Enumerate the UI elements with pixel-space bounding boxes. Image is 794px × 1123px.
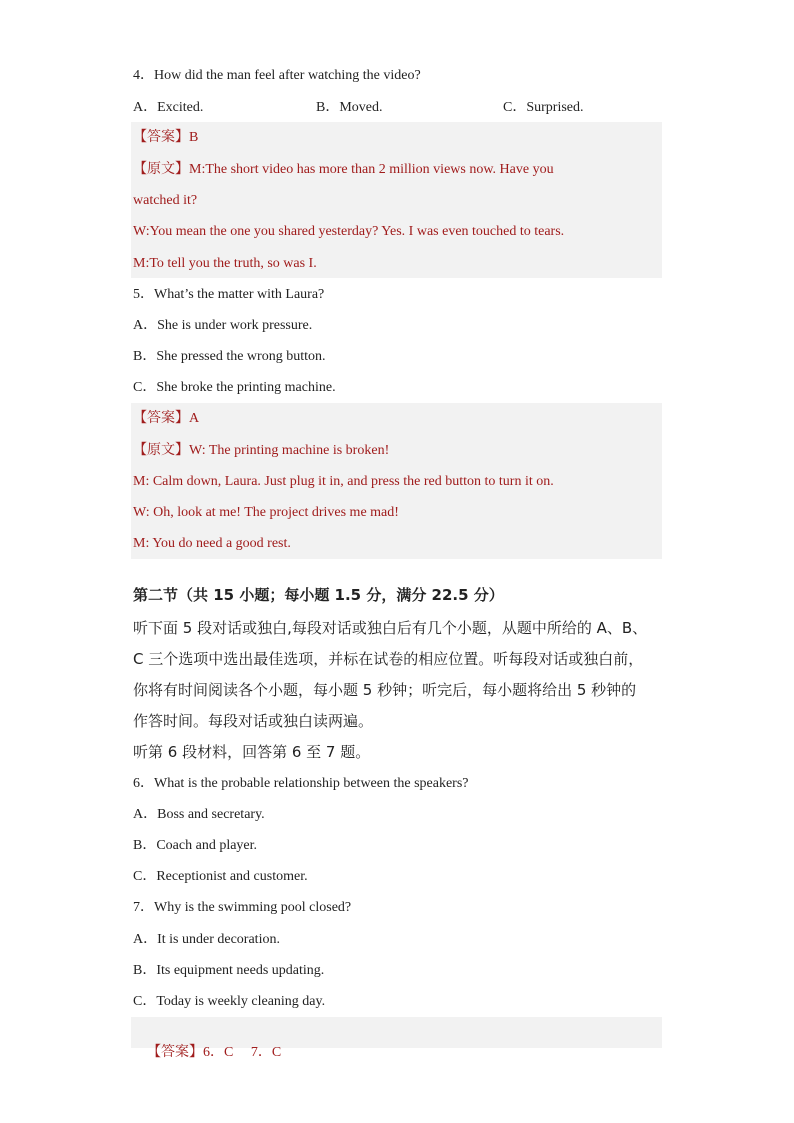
q6-question: 6．What is the probable relationship between the speakers?	[133, 776, 469, 791]
q6-option-b: B．Coach and player.	[133, 838, 258, 853]
q5-script-line-4: M: You do need a good rest.	[133, 536, 291, 551]
section2-instruction-3: 你将有时间阅读各个小题，每小题 5 秒钟；听完后，每小题将给出 5 秒钟的	[133, 681, 637, 699]
section2-instruction-1: 听下面 5 段对话或独白,每段对话或独白后有几个小题，从题中所给的 A、B、	[133, 619, 648, 637]
section2-instruction-4: 作答时间。每段对话或独白读两遍。	[133, 712, 374, 730]
section2-material: 听第 6 段材料，回答第 6 至 7 题。	[133, 743, 371, 761]
q5-answer-value: A	[189, 411, 200, 426]
q4-script-line-2: watched it?	[133, 193, 198, 208]
q6-option-c: C．Receptionist and customer.	[133, 869, 308, 884]
q5-answer-tag: 【答案】	[133, 411, 189, 426]
q5-script-text-1: W: The printing machine is broken!	[189, 443, 390, 458]
q4-script-tag: 【原文】	[133, 162, 189, 177]
answer-67-tag: 【答案】	[147, 1045, 203, 1060]
q4-script-line-4: M:To tell you the truth, so was I.	[133, 256, 317, 271]
section2-heading: 第二节（共 15 小题；每小题 1.5 分，满分 22.5 分）	[133, 586, 504, 604]
answer-67	[133, 1023, 281, 1083]
q4-script-line-1	[133, 160, 554, 180]
q4-option-a: A．Excited.	[133, 100, 204, 115]
q5-script-tag: 【原文】	[133, 443, 189, 458]
q5-answer	[133, 409, 199, 429]
q7-option-b: B．Its equipment needs updating.	[133, 963, 325, 978]
q4-answer-value: B	[189, 130, 199, 145]
q4-question: 4．How did the man feel after watching the video?	[133, 68, 421, 83]
q5-script-line-2: M: Calm down, Laura. Just plug it in, and press the red button to turn it on.	[133, 474, 554, 489]
q5-script-line-3: W: Oh, look at me! The project drives me mad!	[133, 505, 399, 520]
q7-option-a: A．It is under decoration.	[133, 932, 280, 947]
q7-question: 7．Why is the swimming pool closed?	[133, 900, 352, 915]
q4-script-line-3: W:You mean the one you shared yesterday? Yes. I was even touched to tears.	[133, 224, 565, 239]
q4-option-c: C．Surprised.	[503, 100, 584, 115]
answer-67-value: 6．C 7．C	[203, 1045, 282, 1060]
section2-instruction-2: C 三个选项中选出最佳选项，并标在试卷的相应位置。听每段对话或独白前，	[133, 650, 644, 668]
q4-script-text-1: M:The short video has more than 2 million views now. Have you	[189, 162, 554, 177]
q4-answer	[133, 128, 198, 148]
q5-option-a: A．She is under work pressure.	[133, 318, 313, 333]
q5-script-line-1	[133, 441, 389, 461]
q7-option-c: C．Today is weekly cleaning day.	[133, 994, 326, 1009]
q4-option-b: B．Moved.	[316, 100, 383, 115]
q4-answer-tag: 【答案】	[133, 130, 189, 145]
q6-option-a: A．Boss and secretary.	[133, 807, 265, 822]
q5-question: 5．What’s the matter with Laura?	[133, 287, 325, 302]
q5-option-c: C．She broke the printing machine.	[133, 380, 336, 395]
q5-option-b: B．She pressed the wrong button.	[133, 349, 326, 364]
